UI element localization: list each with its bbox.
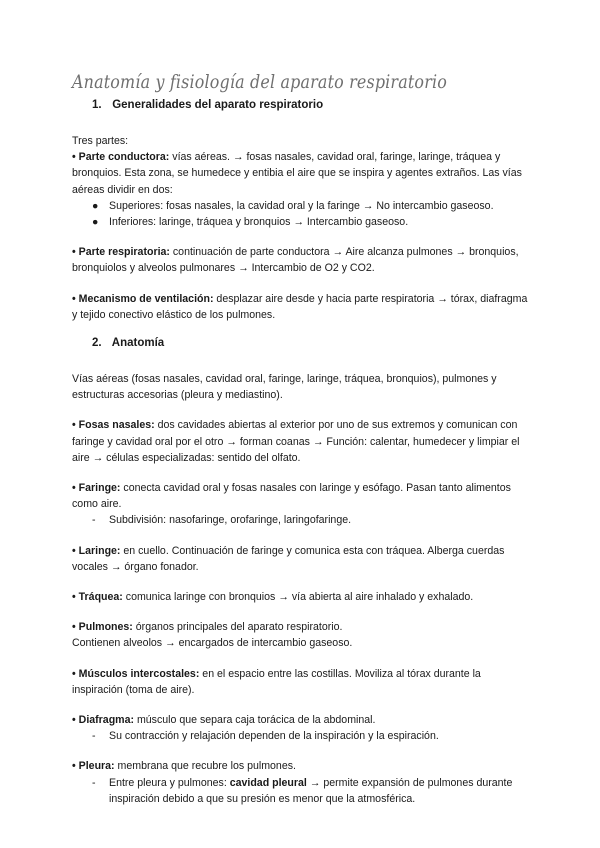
paragraph-pulmones-continuation: Contienen alveolos → encargados de intercambio gaseoso. <box>72 637 353 650</box>
bullet-marker: • <box>72 482 76 495</box>
paragraph-pleura <box>72 758 530 774</box>
term-mecanismo-ventilacion: Mecanismo de ventilación: <box>78 292 214 305</box>
paragraph-mecanismo-ventilacion <box>72 291 530 323</box>
definition-text: dos cavidades abiertas al exterior por uno de sus extremos y comunican con faringe y cavidad oral por el otro → forman coanas → Función: calentar, humedecer y limpiar el aire → células especializadas: sentido del olfato. <box>72 419 520 464</box>
list-item-text-post: → permite expansión de pulmones durante inspiración debido a que su presión es menor que la atmosférica. <box>109 776 513 805</box>
definition-text: membrana que recubre los pulmones. <box>114 760 296 773</box>
term-laringe: Laringe: <box>78 544 121 557</box>
definition-text: en el espacio entre las costillas. Moviliza al tórax durante la inspiración (toma de aire). <box>72 667 481 696</box>
list-item-text-pre: Entre pleura y pulmones: <box>109 776 230 789</box>
paragraph-pulmones <box>72 619 530 635</box>
list-item-superiores <box>72 198 530 214</box>
list-item-contraccion <box>72 728 530 744</box>
paragraph-musculos-intercostales <box>72 666 530 698</box>
bullet-marker: • <box>72 151 76 164</box>
term-traquea: Tráquea: <box>78 591 123 604</box>
intro-text: Tres partes: <box>72 135 129 147</box>
list-item-text: Su contracción y relajación dependen de la inspiración y la espiración. <box>109 730 439 743</box>
paragraph-fosas-nasales <box>72 417 530 466</box>
section-label: Generalidades del aparato respiratorio <box>112 99 324 111</box>
term-pulmones: Pulmones: <box>78 621 133 634</box>
definition-text: comunica laringe con bronquios → vía abierta al aire inhalado y exhalado. <box>122 591 474 604</box>
term-parte-respiratoria: Parte respiratoria: <box>78 246 170 259</box>
bullet-marker: • <box>72 760 76 773</box>
bullet-marker: • <box>72 419 76 432</box>
paragraph-parte-respiratoria <box>72 244 530 276</box>
bullet-marker: • <box>72 544 76 557</box>
dash-marker: - <box>92 730 96 743</box>
bullet-marker: ● <box>92 199 99 212</box>
section-heading-anatomia <box>92 337 530 349</box>
paragraph-parte-conductora <box>72 149 530 198</box>
paragraph-laringe <box>72 543 530 575</box>
list-item-subdivision <box>72 512 530 528</box>
paragraph-diafragma <box>72 712 530 728</box>
bullet-marker: ● <box>92 216 99 229</box>
definition-text: en cuello. Continuación de faringe y comunica esta con tráquea. Alberga cuerdas vocales → órgano fonador. <box>72 544 505 573</box>
definition-text: continuación de parte conductora → Aire alcanza pulmones → bronquios, bronquiolos y alveolos pulmonares → Intercambio de O2 y CO2. <box>72 246 519 275</box>
list-item-cavidad-pleural <box>72 775 530 807</box>
bullet-marker: • <box>72 246 76 259</box>
bullet-marker: • <box>72 667 76 680</box>
bullet-marker: • <box>72 292 76 305</box>
term-musculos-intercostales: Músculos intercostales: <box>78 667 200 680</box>
section-number: 2. <box>92 337 102 350</box>
term-fosas-nasales: Fosas nasales: <box>78 419 155 432</box>
list-item-text: Inferiores: laringe, tráquea y bronquios → Intercambio gaseoso. <box>109 216 409 229</box>
bullet-marker: • <box>72 591 76 604</box>
definition-text: vías aéreas. → fosas nasales, cavidad oral, faringe, laringe, tráquea y bronquios. Esta zona, se humedece y entibia el aire que se inspira y agentes extraños. Las vías aéreas dividir en dos: <box>72 151 522 196</box>
section-heading-generalidades <box>92 99 530 111</box>
bullet-marker: • <box>72 714 76 727</box>
list-item-inferiores <box>72 214 530 230</box>
term-pleura: Pleura: <box>78 760 115 773</box>
term-diafragma: Diafragma: <box>78 714 135 727</box>
definition-text: órganos principales del aparato respiratorio. <box>132 621 343 634</box>
dash-marker: - <box>92 776 96 789</box>
dash-marker: - <box>92 514 96 527</box>
paragraph-faringe <box>72 480 530 512</box>
term-cavidad-pleural: cavidad pleural <box>229 776 307 789</box>
definition-text: desplazar aire desde y hacia parte respiratoria → tórax, diafragma y tejido conectivo elástico de los pulmones. <box>72 292 528 321</box>
section-label: Anatomía <box>111 337 165 350</box>
paragraph-traquea <box>72 589 530 605</box>
paragraph-vias-aereas: Vías aéreas (fosas nasales, cavidad oral, faringe, laringe, tráquea, bronquios), pulmones y estructuras accesorias (pleura y mediastino). <box>72 373 497 402</box>
bullet-marker: • <box>72 621 76 634</box>
definition-text: conecta cavidad oral y fosas nasales con laringe y esófago. Pasan tanto alimentos como aire. <box>72 482 511 511</box>
section-number: 1. <box>92 99 102 111</box>
definition-text: músculo que separa caja torácica de la abdominal. <box>134 714 376 727</box>
list-item-text: Subdivisión: nasofaringe, orofaringe, laringofaringe. <box>109 514 352 527</box>
term-faringe: Faringe: <box>78 482 121 495</box>
term-parte-conductora: Parte conductora: <box>78 151 170 164</box>
document-title: Anatomía y fisiología del aparato respiratorio <box>72 72 447 93</box>
list-item-text: Superiores: fosas nasales, la cavidad oral y la faringe → No intercambio gaseoso. <box>109 199 494 212</box>
